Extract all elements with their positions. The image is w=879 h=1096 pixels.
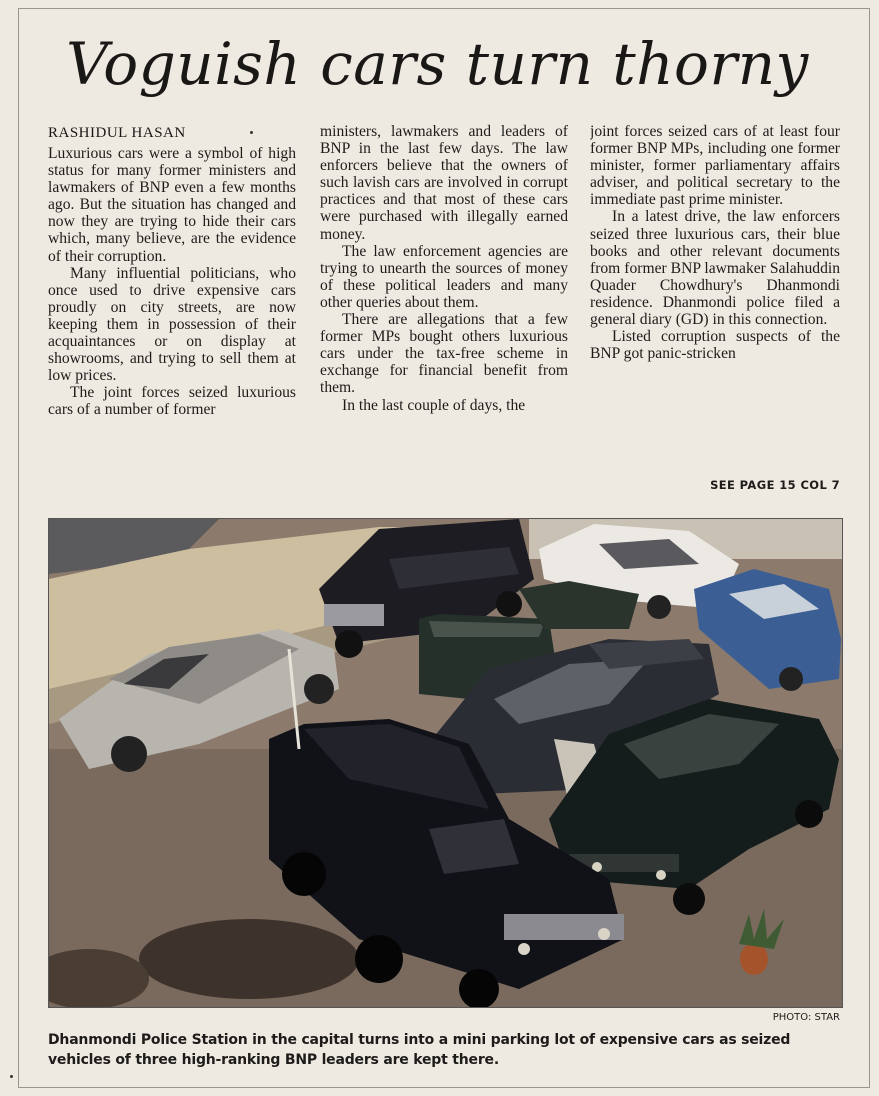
print-speck [250, 131, 253, 134]
paragraph: Luxurious cars were a symbol of high status for many former ministers and lawmakers of BNP even a few months ago. But the situation has changed and now they are trying to hide their cars which, many believe, are the evidence of their corruption. [48, 145, 296, 265]
paragraph: There are allegations that a few former MPs bought others luxurious cars under the tax-free scheme in exchange for financial benefit from them. [320, 311, 568, 397]
article-column-1 [48, 145, 296, 497]
paragraph: In the last couple of days, the [342, 396, 526, 414]
continuation-note: SEE PAGE 15 COL 7 [710, 478, 840, 492]
paragraph: Listed corruption suspects of the BNP got panic-stricken [590, 328, 840, 363]
article-column-3 [590, 123, 840, 475]
article-column-2 [320, 123, 568, 498]
paragraph: The joint forces seized luxurious cars of a number of former [48, 384, 296, 419]
photo-caption: Dhanmondi Police Station in the capital turns into a mini parking lot of expensive cars as seized vehicles of three high-ranking BNP leaders are kept there. [48, 1032, 791, 1068]
print-speck [10, 1075, 13, 1078]
paragraph: In a latest drive, the law enforcers seized three luxurious cars, their blue books and other relevant documents from former BNP lawmaker Salahuddin Quader Chowdhury's Dhanmondi residence. Dhanmondi police filed a general diary (GD) in this connection. [590, 208, 840, 329]
photo-credit: PHOTO: STAR [772, 1012, 840, 1023]
byline: RASHIDUL HASAN [48, 125, 186, 141]
paragraph: The law enforcement agencies are trying to unearth the sources of money of these political leaders and many other queries about them. [320, 242, 568, 311]
news-photo [48, 518, 843, 1008]
paragraph: Many influential politicians, who once used to drive expensive cars proudly on city streets, are now keeping them in possession of their acquaintances or on display at showrooms, and trying to sell them at low prices. [48, 264, 296, 385]
paragraph: ministers, lawmakers and leaders of BNP in the last few days. The law enforcers believe that the owners of such lavish cars are involved in corrupt practices and that most of these cars were purchased with illegally earned money. [320, 123, 568, 243]
paragraph: joint forces seized cars of at least four former BNP MPs, including one former minister, former parliamentary affairs adviser, and political secretary to the immediate past prime minister. [590, 123, 840, 209]
headline: Voguish cars turn thorny [66, 30, 809, 98]
